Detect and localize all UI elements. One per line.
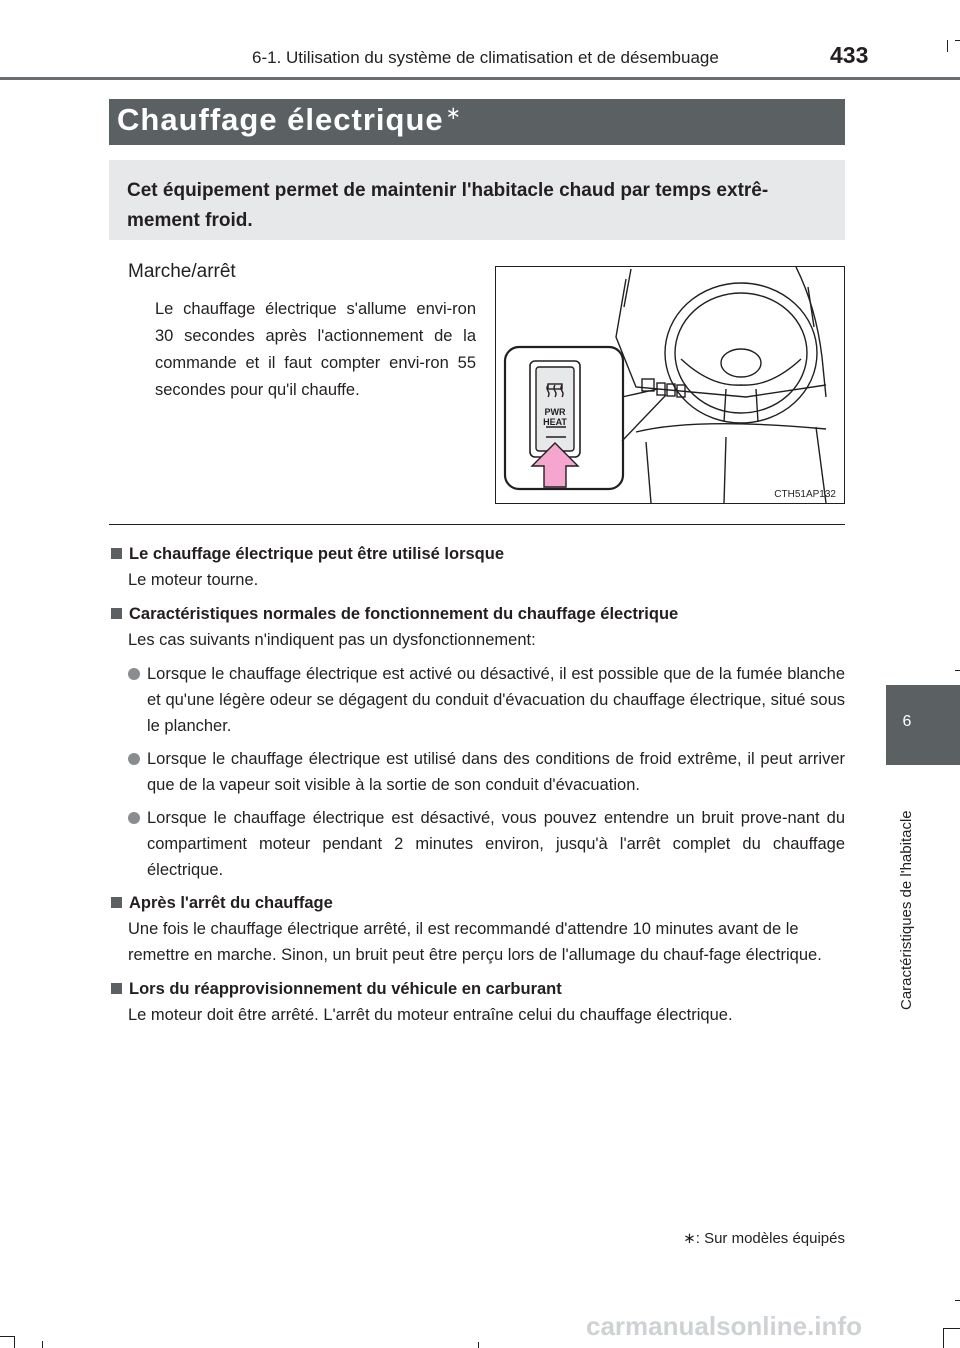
dashboard-drawing	[496, 267, 844, 503]
crop-mark	[943, 1328, 944, 1348]
crop-mark	[955, 1300, 960, 1301]
crop-mark	[14, 1336, 15, 1348]
section-heading-text: Lors du réapprovisionnement du véhicule en carburant	[129, 980, 562, 998]
section-divider	[109, 524, 845, 525]
list-item-text: Lorsque le chauffage électrique est activé ou désactivé, il est possible que de la fumée blanche et qu'une légère odeur se dégagent du conduit d'évacuation du chauffage électrique, situé sous le plancher.	[147, 665, 845, 735]
square-bullet-icon	[111, 897, 122, 908]
section-heading	[109, 976, 845, 1002]
page-number: 433	[830, 42, 869, 68]
intro-box	[109, 160, 845, 240]
section-heading-text: Après l'arrêt du chauffage	[129, 894, 333, 912]
section-heading-text: Caractéristiques normales de fonctionnement du chauffage électrique	[129, 605, 679, 623]
section-heading	[109, 890, 845, 916]
circle-bullet-icon	[128, 753, 140, 765]
section-heading-text: Le chauffage électrique peut être utilisé lorsque	[129, 545, 505, 563]
circle-bullet-icon	[128, 812, 140, 824]
chapter-label-text: Caractéristiques de l'habitacle	[898, 810, 915, 1010]
section-body: Le moteur doit être arrêté. L'arrêt du moteur entraîne celui du chauffage électrique.	[128, 1006, 733, 1024]
chapter-number: 6	[902, 713, 912, 730]
section-body: Le moteur tourne.	[128, 571, 259, 589]
square-bullet-icon	[111, 983, 122, 994]
crop-mark	[955, 40, 960, 41]
marche-description: Le chauffage électrique s'allume envi-ron 30 secondes après l'actionnement de la commande et il faut compter envi-ron 55 secondes pour qu'il chauffe.	[155, 300, 476, 399]
list-item	[109, 661, 845, 739]
header-section-title: 6-1. Utilisation du système de climatisation et de désembuage	[252, 48, 719, 67]
title-asterisk: ∗	[445, 102, 462, 123]
footnote: ∗: Sur modèles équipés	[683, 1230, 845, 1247]
crop-mark	[947, 40, 948, 52]
intro-text: Cet équipement permet de maintenir l'habitacle chaud par temps extrê-mement froid.	[127, 180, 769, 231]
list-item	[109, 805, 845, 883]
square-bullet-icon	[111, 548, 122, 559]
crop-mark	[955, 670, 960, 671]
title-bar	[109, 99, 845, 145]
crop-mark	[42, 1341, 43, 1348]
marche-label: Marche/arrêt	[128, 261, 236, 282]
chapter-tab	[886, 685, 960, 765]
header-rule	[0, 77, 960, 80]
switch-label-pwr: PWR	[544, 407, 566, 417]
crop-mark	[0, 1336, 14, 1337]
page-title-text: Chauffage électrique	[117, 102, 444, 137]
list-item-text: Lorsque le chauffage électrique est utilisé dans des conditions de froid extrême, il peut arriver que de la vapeur soit visible à la sortie de son conduit d'évacuation.	[147, 750, 845, 794]
crop-mark	[478, 1342, 479, 1348]
crop-mark	[943, 1328, 960, 1329]
section-heading	[109, 601, 845, 627]
section-body: Une fois le chauffage électrique arrêté, il est recommandé d'attendre 10 minutes avant de le remettre en marche. Sinon, un bruit peut être perçu lors de l'allumage du chauf-fage électrique.	[128, 920, 822, 964]
figure-code: CTH51AP132	[774, 489, 836, 500]
switch-label-heat: HEAT	[543, 417, 567, 427]
page-title	[117, 102, 462, 138]
watermark: carmanualsonline.info	[586, 1311, 862, 1341]
section-body: Les cas suivants n'indiquent pas un dysfonctionnement:	[128, 631, 536, 649]
square-bullet-icon	[111, 608, 122, 619]
circle-bullet-icon	[128, 668, 140, 680]
chapter-label	[895, 776, 917, 1016]
content	[109, 541, 845, 1036]
list-item	[109, 746, 845, 798]
page-header	[0, 0, 960, 80]
section-heading	[109, 541, 845, 567]
dashboard-illustration	[495, 266, 845, 504]
list-item-text: Lorsque le chauffage électrique est désactivé, vous pouvez entendre un bruit prove-nant du compartiment moteur pendant 2 minutes environ, jusqu'à l'arrêt complet du chauffage électrique.	[147, 809, 845, 879]
